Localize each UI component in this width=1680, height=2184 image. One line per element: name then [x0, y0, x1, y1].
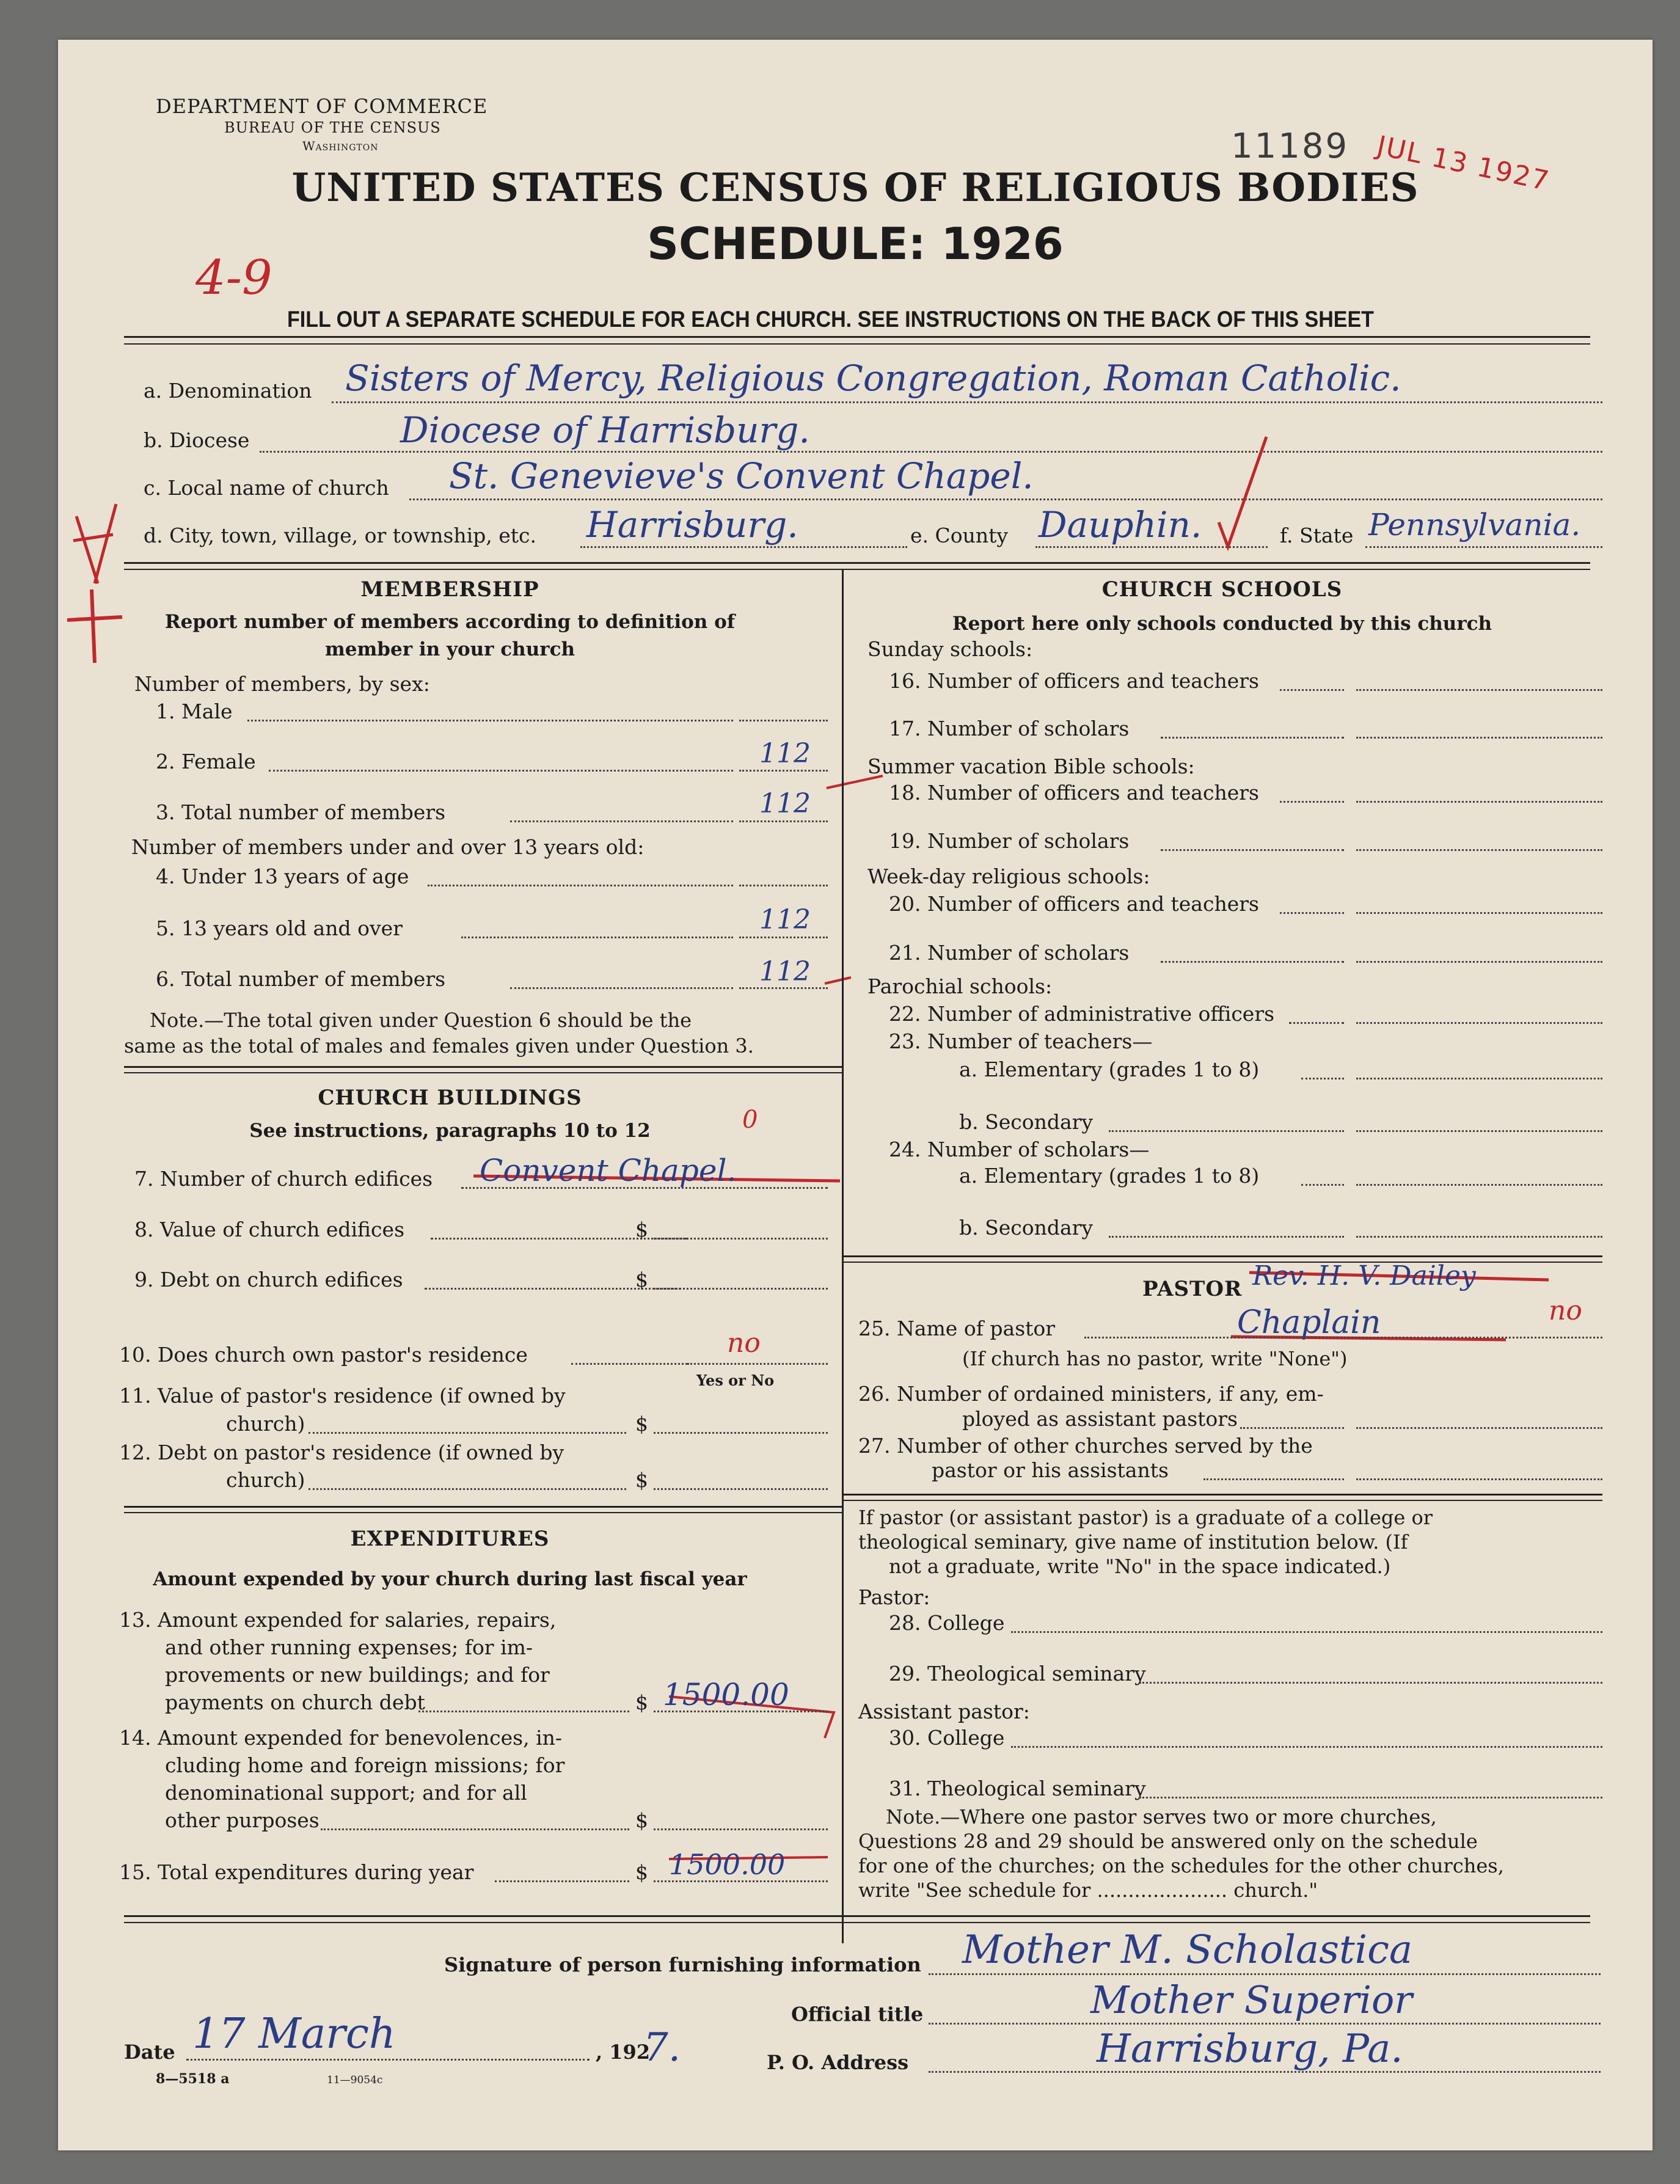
q30-field[interactable] [1011, 1746, 1602, 1748]
q22-label: 22. Number of administrative officers [889, 1002, 1275, 1026]
pastor-note-2: Questions 28 and 29 should be answered only on the schedule [858, 1830, 1478, 1853]
print-number: 11—9054c [327, 2074, 383, 2086]
city-value: Harrisburg. [586, 504, 798, 546]
membership-heading: MEMBERSHIP [360, 577, 539, 602]
signature-value: Mother M. Scholastica [962, 1927, 1413, 1973]
q24a-field[interactable] [1356, 1184, 1602, 1186]
parochial-schools-label: Parochial schools: [867, 974, 1053, 998]
pastor-note-1: Note.—Where one pastor serves two or more churches, [886, 1805, 1437, 1828]
bureau-city: Washington [302, 139, 379, 153]
q13-dollar: $ [635, 1690, 648, 1714]
q31-field[interactable] [1139, 1797, 1602, 1799]
q27-line-1: 27. Number of other churches served by the [858, 1434, 1313, 1458]
q12-field[interactable] [654, 1488, 828, 1490]
serial-number: 11189 [1231, 126, 1349, 166]
q22-field[interactable] [1356, 1022, 1602, 1024]
membership-note-2: same as the total of males and females given under Question 3. [124, 1034, 754, 1057]
expenditures-sub: Amount expended by your church during last fiscal year [153, 1568, 747, 1590]
q19-field[interactable] [1356, 849, 1602, 851]
date-label: Date [124, 2040, 175, 2064]
q16-label: 16. Number of officers and teachers [889, 669, 1259, 693]
red-tick-q6 [825, 977, 851, 984]
q11-label-2: church) [226, 1412, 305, 1436]
q20-label: 20. Number of officers and teachers [889, 892, 1259, 916]
members-by-age: Number of members under and over 13 years old: [131, 835, 645, 859]
q25-value: Chaplain [1237, 1304, 1381, 1341]
q13-line-3: provements or new buildings; and for [165, 1663, 550, 1687]
q25-label: 25. Name of pastor [858, 1317, 1056, 1340]
q5-field[interactable] [739, 937, 828, 938]
membership-intro-1: Report number of members according to definition of [164, 611, 736, 633]
pastor-note-4: write "See schedule for ..................... church." [858, 1879, 1318, 1902]
q24b-field[interactable] [1356, 1236, 1602, 1238]
red-check-mark [1219, 437, 1266, 547]
q7-value: Convent Chapel. [480, 1153, 737, 1188]
schools-sub: Report here only schools conducted by this church [952, 613, 1492, 635]
q2-label: 2. Female [156, 750, 256, 773]
q1-field[interactable] [739, 720, 828, 721]
q29-field[interactable] [1139, 1682, 1602, 1684]
q19-label: 19. Number of scholars [889, 829, 1130, 853]
q17-label: 17. Number of scholars [889, 717, 1130, 740]
q15-value: 1500.00 [669, 1848, 786, 1881]
q26-line-1: 26. Number of ordained ministers, if any, em- [858, 1382, 1324, 1406]
q3-value: 112 [759, 788, 811, 819]
weekday-schools-label: Week-day religious schools: [867, 864, 1150, 888]
q25-note: (If church has no pastor, write "None") [962, 1347, 1348, 1370]
pastor-subhead: Pastor: [858, 1585, 930, 1609]
q10-field[interactable] [687, 1363, 828, 1365]
q5-label: 5. 13 years old and over [156, 916, 403, 940]
q28-label: 28. College [889, 1611, 1005, 1635]
department-name: DEPARTMENT OF COMMERCE [156, 95, 488, 118]
pastor-heading: PASTOR [1142, 1277, 1243, 1301]
q12-dollar: $ [635, 1468, 648, 1492]
summer-schools-label: Summer vacation Bible schools: [867, 754, 1195, 778]
diocese-label: b. Diocese [144, 428, 250, 452]
instruction-banner: FILL OUT A SEPARATE SCHEDULE FOR EACH CHURCH. SEE INSTRUCTIONS ON THE BACK OF THIS SHEET [287, 307, 1374, 332]
q23a-label: a. Elementary (grades 1 to 8) [959, 1057, 1260, 1081]
buildings-sub: See instructions, paragraphs 10 to 12 [249, 1120, 651, 1142]
q6-label: 6. Total number of members [156, 967, 446, 991]
membership-intro-2: member in your church [324, 638, 575, 660]
q20-field[interactable] [1356, 912, 1602, 914]
q24a-label: a. Elementary (grades 1 to 8) [959, 1164, 1260, 1188]
q28-field[interactable] [1011, 1631, 1602, 1633]
q21-label: 21. Number of scholars [889, 941, 1130, 965]
q13-line-1: 13. Amount expended for salaries, repairs, [119, 1608, 557, 1632]
q9-label: 9. Debt on church edifices [134, 1268, 403, 1291]
q9-field[interactable] [654, 1288, 828, 1290]
q11-dollar: $ [635, 1412, 648, 1436]
q14-line-3: denominational support; and for all [165, 1781, 527, 1805]
q12-label-2: church) [226, 1468, 305, 1492]
official-title-field[interactable] [929, 2023, 1601, 2025]
q23-label: 23. Number of teachers— [889, 1029, 1153, 1053]
struck-pastor-name: Rev. H. V. Dailey [1252, 1260, 1476, 1291]
signature-label: Signature of person furnishing information [444, 1953, 921, 1976]
state-value: Pennsylvania. [1368, 507, 1581, 542]
q30-label: 30. College [889, 1726, 1005, 1750]
diocese-value: Diocese of Harrisburg. [400, 409, 810, 451]
q2-field[interactable] [739, 770, 828, 772]
q6-field[interactable] [739, 987, 828, 989]
date-field[interactable] [186, 2059, 590, 2061]
q1-label: 1. Male [156, 699, 233, 723]
membership-note-1: Note.—The total given under Question 6 should be the [150, 1009, 692, 1032]
graduate-note-3: not a graduate, write "No" in the space indicated.) [889, 1555, 1391, 1578]
q7-correction: 0 [742, 1106, 758, 1134]
denomination-value: Sisters of Mercy, Religious Congregation, Roman Catholic. [345, 357, 1401, 399]
assistant-subhead: Assistant pastor: [858, 1700, 1030, 1723]
q14-line-2: cluding home and foreign missions; for [165, 1753, 565, 1777]
local-name-label: c. Local name of church [144, 476, 389, 500]
form-number: 8—5518 a [156, 2071, 230, 2087]
q31-label: 31. Theological seminary [889, 1777, 1146, 1800]
q5-value: 112 [759, 904, 811, 935]
q3-label: 3. Total number of members [156, 800, 446, 824]
sunday-schools-label: Sunday schools: [867, 637, 1033, 661]
q25-extra: no [1549, 1295, 1582, 1326]
members-by-sex: Number of members, by sex: [134, 672, 430, 696]
bureau-name: BUREAU OF THE CENSUS [224, 119, 441, 136]
q8-label: 8. Value of church edifices [134, 1218, 405, 1241]
q23b-field[interactable] [1356, 1130, 1602, 1132]
po-address-value: Harrisburg, Pa. [1097, 2026, 1403, 2072]
signature-field[interactable] [929, 1973, 1601, 1975]
q14-field[interactable] [654, 1828, 828, 1830]
q26-field[interactable] [1356, 1427, 1602, 1429]
q13-line-4: payments on church debt [165, 1690, 425, 1714]
q14-dollar: $ [635, 1808, 648, 1832]
year-digit: 7. [643, 2025, 681, 2070]
q11-label-1: 11. Value of pastor's residence (if owned by [119, 1384, 566, 1408]
q26-line-2: ployed as assistant pastors [962, 1407, 1238, 1431]
q15-dollar: $ [635, 1860, 648, 1884]
form-title: UNITED STATES CENSUS OF RELIGIOUS BODIES [291, 165, 1419, 211]
city-label: d. City, town, village, or township, etc. [144, 524, 537, 547]
q9-dollar: $ [635, 1268, 648, 1291]
q18-label: 18. Number of officers and teachers [889, 781, 1259, 805]
q23b-label: b. Secondary [959, 1110, 1094, 1134]
county-label: e. County [910, 524, 1009, 547]
q16-field[interactable] [1356, 689, 1602, 691]
q27-field[interactable] [1356, 1478, 1602, 1480]
date-value: 17 March [192, 2010, 396, 2058]
q24-label: 24. Number of scholars— [889, 1138, 1150, 1161]
official-title-label: Official title [791, 2003, 924, 2026]
denomination-label: a. Denomination [144, 379, 312, 403]
q4-field[interactable] [739, 885, 828, 886]
expenditures-heading: EXPENDITURES [350, 1527, 550, 1551]
po-address-label: P. O. Address [767, 2051, 909, 2074]
q17-field[interactable] [1356, 737, 1602, 739]
q3-field[interactable] [739, 820, 828, 822]
local-name-value: St. Genevieve's Convent Chapel. [449, 455, 1034, 497]
q18-field[interactable] [1356, 801, 1602, 803]
q24b-label: b. Secondary [959, 1216, 1094, 1240]
schedule-year: SCHEDULE: 1926 [647, 218, 1064, 269]
q13-line-2: and other running expenses; for im- [165, 1635, 533, 1659]
q23a-field[interactable] [1356, 1078, 1602, 1079]
q11-field[interactable] [654, 1432, 828, 1434]
q15-label: 15. Total expenditures during year [119, 1860, 474, 1884]
yes-no-hint: Yes or No [696, 1371, 775, 1389]
state-label: f. State [1280, 524, 1354, 547]
county-value: Dauphin. [1039, 504, 1202, 546]
q6-value: 112 [759, 956, 811, 987]
q2-value: 112 [759, 738, 811, 769]
margin-note: 4-9 [195, 250, 272, 305]
q29-label: 29. Theological seminary [889, 1662, 1146, 1685]
census-schedule-sheet [58, 40, 1653, 2150]
received-date-stamp: JUL 13 1927 [1374, 130, 1553, 197]
schools-heading: CHURCH SCHOOLS [1101, 577, 1343, 602]
q8-dollar: $ [635, 1218, 648, 1241]
pastor-note-3: for one of the churches; on the schedules for the other churches, [858, 1854, 1504, 1877]
graduate-note-1: If pastor (or assistant pastor) is a graduate of a college or [858, 1506, 1433, 1529]
q21-field[interactable] [1356, 961, 1602, 963]
official-title-value: Mother Superior [1090, 1978, 1412, 2022]
q10-label: 10. Does church own pastor's residence [119, 1343, 528, 1367]
graduate-note-2: theological seminary, give name of institution below. (If [858, 1530, 1408, 1554]
q27-line-2: pastor or his assistants [932, 1458, 1169, 1482]
q4-label: 4. Under 13 years of age [156, 864, 409, 888]
year-prefix: , 192 [596, 2040, 651, 2064]
q10-value: no [727, 1328, 761, 1359]
q13-value: 1500.00 [663, 1677, 789, 1712]
q14-line-4: other purposes [165, 1808, 320, 1832]
buildings-heading: CHURCH BUILDINGS [318, 1086, 582, 1110]
q7-label: 7. Number of church edifices [134, 1167, 433, 1191]
red-margin-mark [73, 504, 116, 583]
q12-label-1: 12. Debt on pastor's residence (if owned by [119, 1441, 564, 1464]
q14-line-1: 14. Amount expended for benevolences, in- [119, 1726, 563, 1750]
q8-field[interactable] [654, 1238, 828, 1240]
